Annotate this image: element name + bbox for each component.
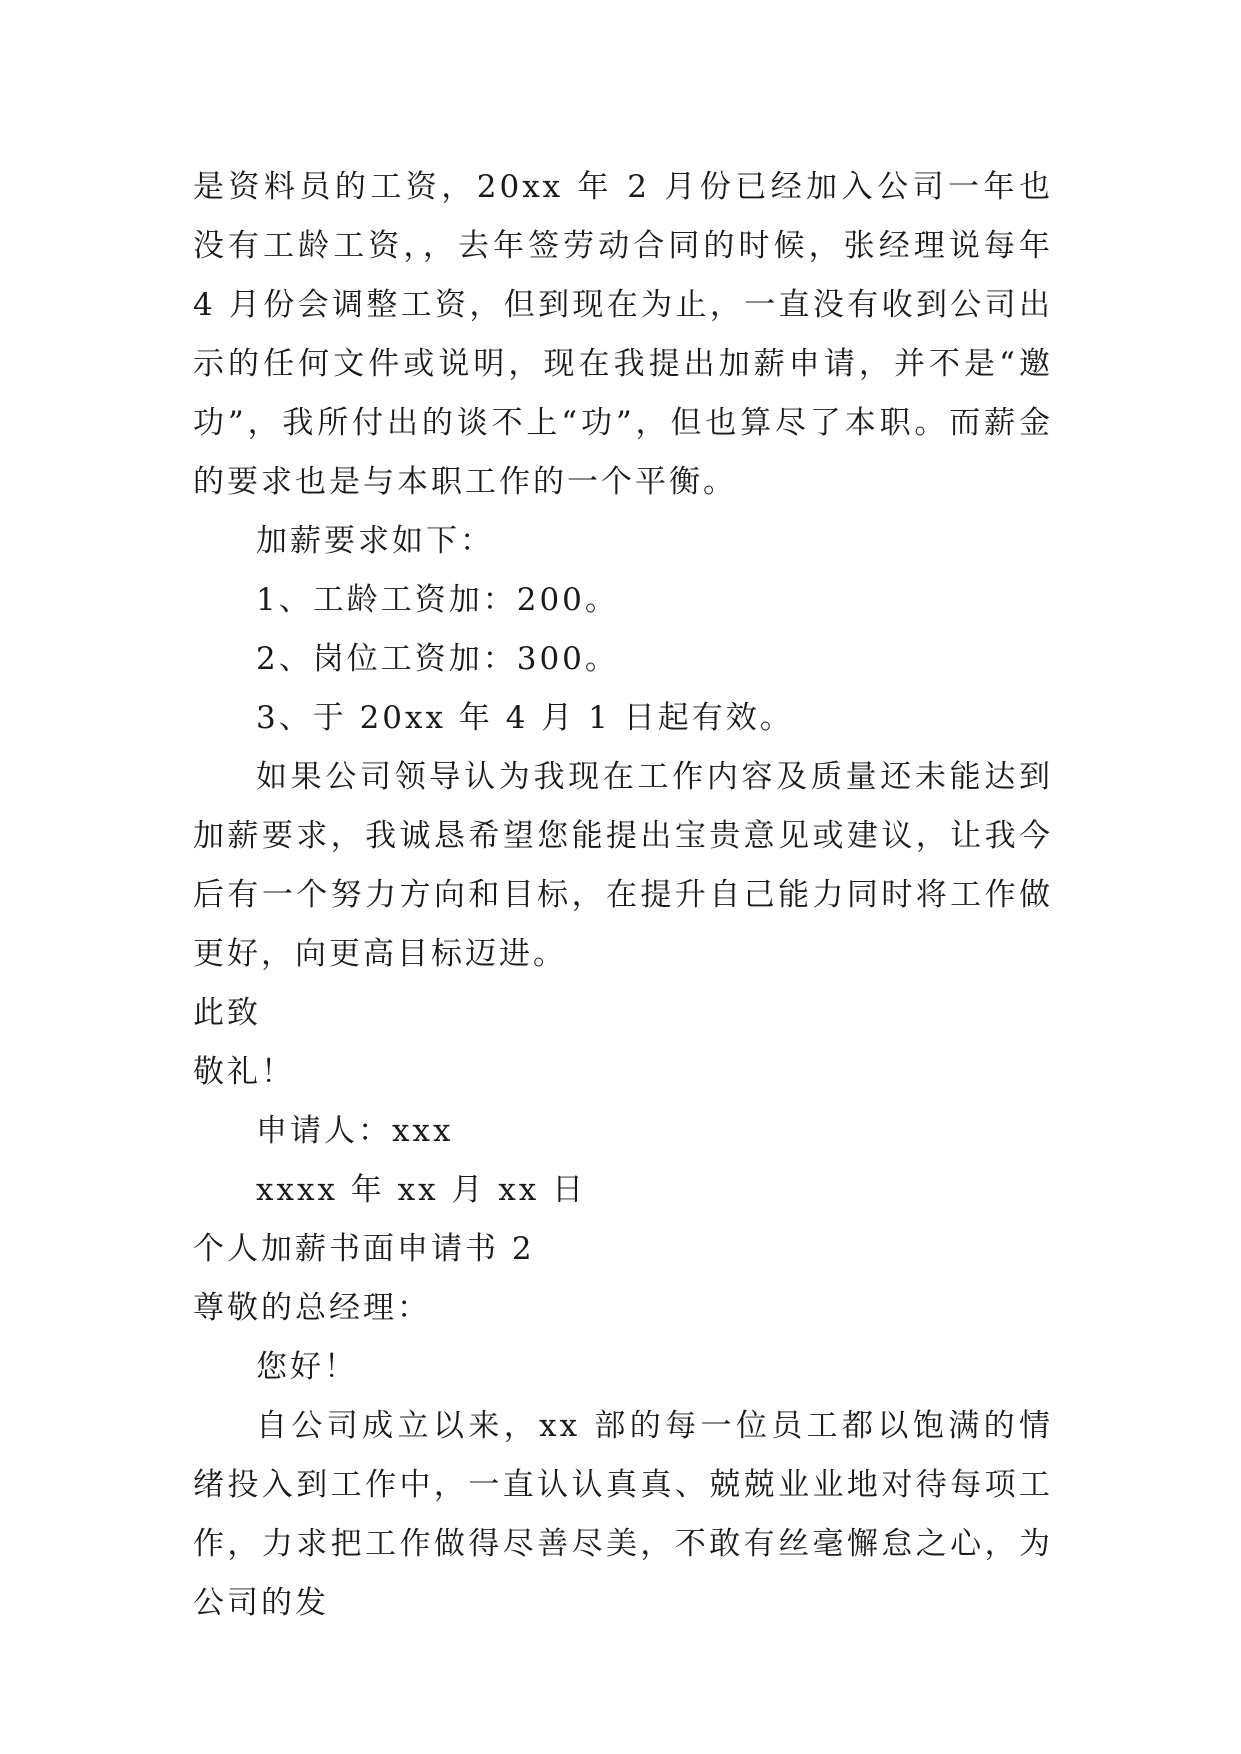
- list-item-position-pay: 2、岗位工资加：300。: [256, 641, 619, 677]
- list-item-effective-date: 3、于 20xx 年 4 月 1 日起有效。: [256, 700, 794, 736]
- signature-date: xxxx 年 xx 月 xx 日: [256, 1172, 587, 1208]
- applicant-signature: 申请人：xxx: [256, 1113, 454, 1149]
- paragraph-department-intro: 自公司成立以来，xx 部的每一位员工都以饱满的情绪投入到工作中，一直认认真真、兢兢业业地对待每项工作，力求把工作做得尽善尽美，不敢有丝毫懈怠之心，为公司的发: [193, 1408, 1053, 1621]
- letter-addressee: 尊敬的总经理：: [193, 1290, 431, 1326]
- document-body: [193, 158, 1053, 1633]
- paragraph-request-feedback: 如果公司领导认为我现在工作内容及质量还未能达到加薪要求，我诚恳希望您能提出宝贵意见或建议，让我今后有一个努力方向和目标，在提升自己能力同时将工作做更好，向更高目标迈进。: [193, 759, 1053, 972]
- closing-regards: 敬礼！: [193, 1054, 295, 1090]
- raise-requirements-heading: 加薪要求如下：: [256, 523, 494, 559]
- letter-greeting: 您好！: [256, 1349, 358, 1385]
- paragraph-salary-background: 是资料员的工资，20xx 年 2 月份已经加入公司一年也没有工龄工资，，去年签劳动合同的时候，张经理说每年 4 月份会调整工资，但到现在为止，一直没有收到公司出示的任何文件或说明，现在我提出加薪申请，并不是“邀功”，我所付出的谈不上“功”，但也算尽了本职。而薪金的要求也是与本职工作的一个平衡。: [193, 169, 1053, 500]
- closing-salutation: 此致: [193, 995, 261, 1031]
- section-title: 个人加薪书面申请书 2: [193, 1231, 535, 1267]
- list-item-seniority-pay: 1、工龄工资加：200。: [256, 582, 619, 618]
